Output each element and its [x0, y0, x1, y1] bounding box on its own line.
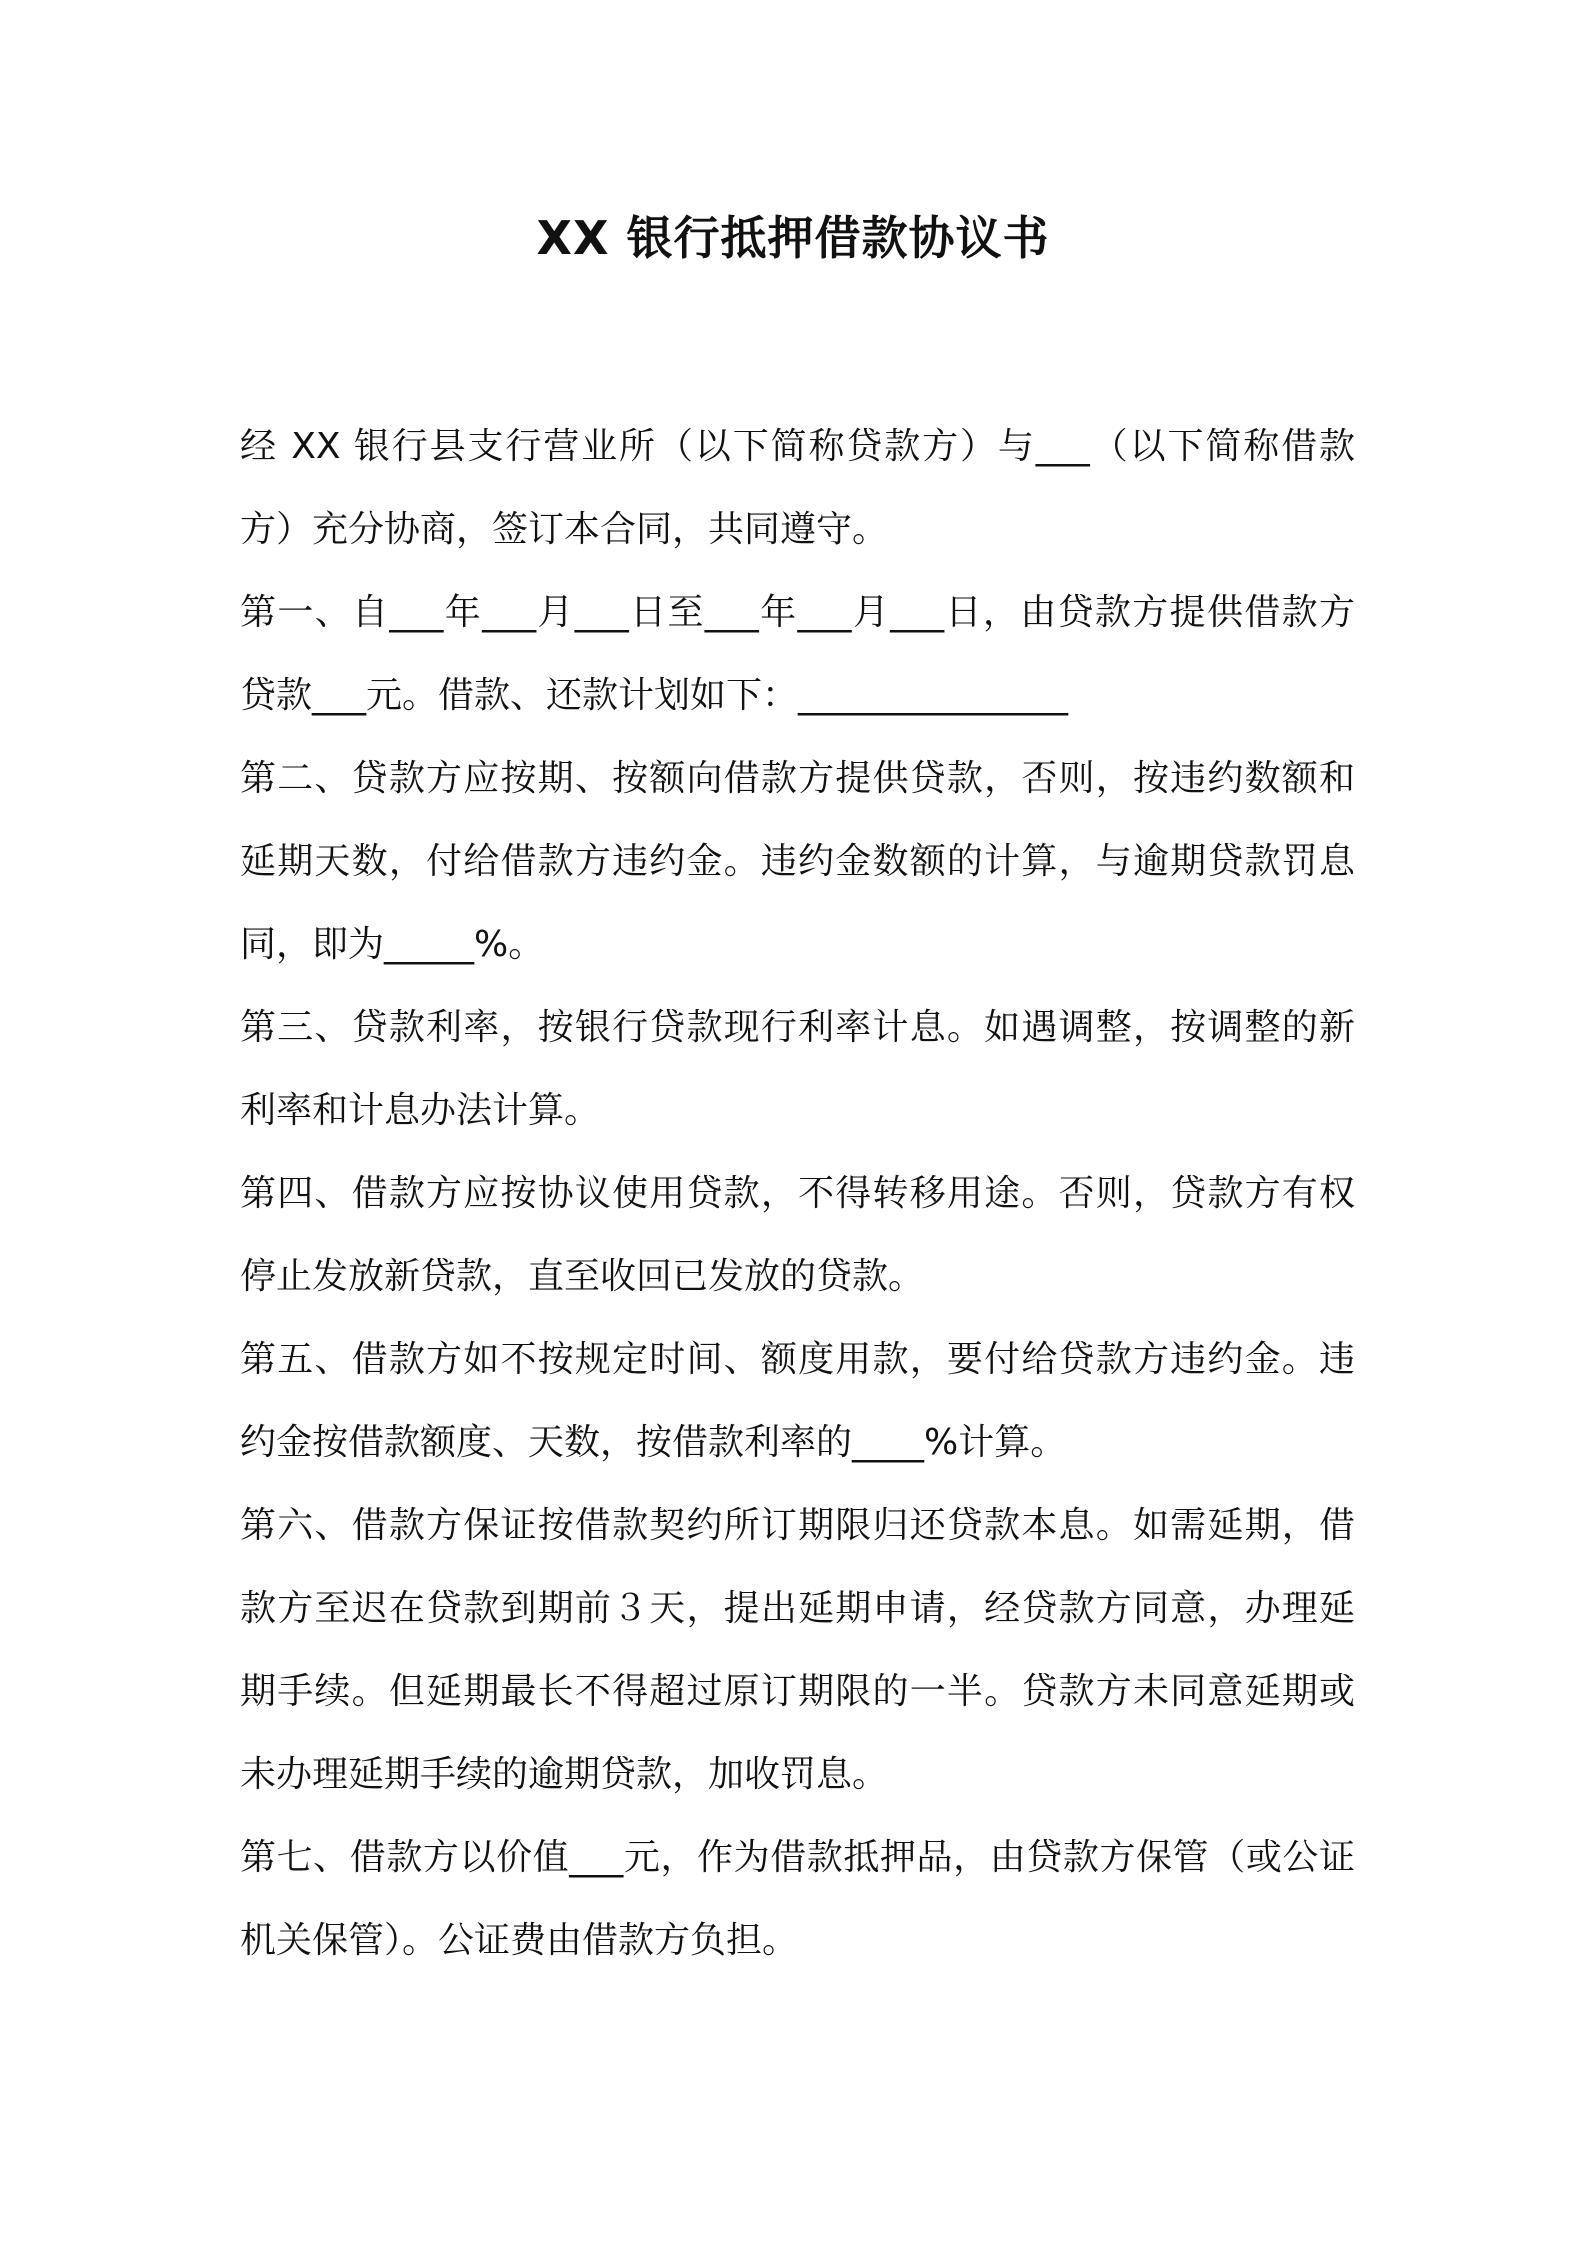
paragraph-clause-7: 第七、借款方以价值___元，作为借款抵押品，由贷款方保管（或公证机关保管）。公证费由借款方负担。 [240, 1837, 1355, 1961]
paragraph-clause-5: 第五、借款方如不按规定时间、额度用款，要付给贷款方违约金。违约金按借款额度、天数，按借款利率的____%计算。 [240, 1339, 1355, 1463]
paragraph-intro: 经 XX 银行县支行营业所（以下简称贷款方）与___（以下简称借款方）充分协商，签订本合同，共同遵守。 [240, 426, 1355, 550]
paragraph-clause-3: 第三、贷款利率，按银行贷款现行利率计息。如遇调整，按调整的新利率和计息办法计算。 [240, 1007, 1355, 1131]
paragraph-clause-4: 第四、借款方应按协议使用贷款，不得转移用途。否则，贷款方有权停止发放新贷款，直至收回已发放的贷款。 [240, 1173, 1355, 1297]
document-title: XX 银行抵押借款协议书 [536, 211, 1050, 265]
paragraph-clause-1: 第一、自___年___月___日至___年___月___日，由贷款方提供借款方贷款___元。借款、还款计划如下：_______________ [240, 592, 1355, 716]
paragraph-clause-6: 第六、借款方保证按借款契约所订期限归还贷款本息。如需延期，借款方至迟在贷款到期前３天，提出延期申请，经贷款方同意，办理延期手续。但延期最长不得超过原订期限的一半。贷款方未同意延期或未办理延期手续的逾期贷款，加收罚息。 [240, 1505, 1355, 1795]
paragraph-clause-2: 第二、贷款方应按期、按额向借款方提供贷款，否则，按违约数额和延期天数，付给借款方违约金。违约金数额的计算，与逾期贷款罚息同，即为_____%。 [240, 758, 1355, 965]
document-body [240, 405, 1355, 1982]
